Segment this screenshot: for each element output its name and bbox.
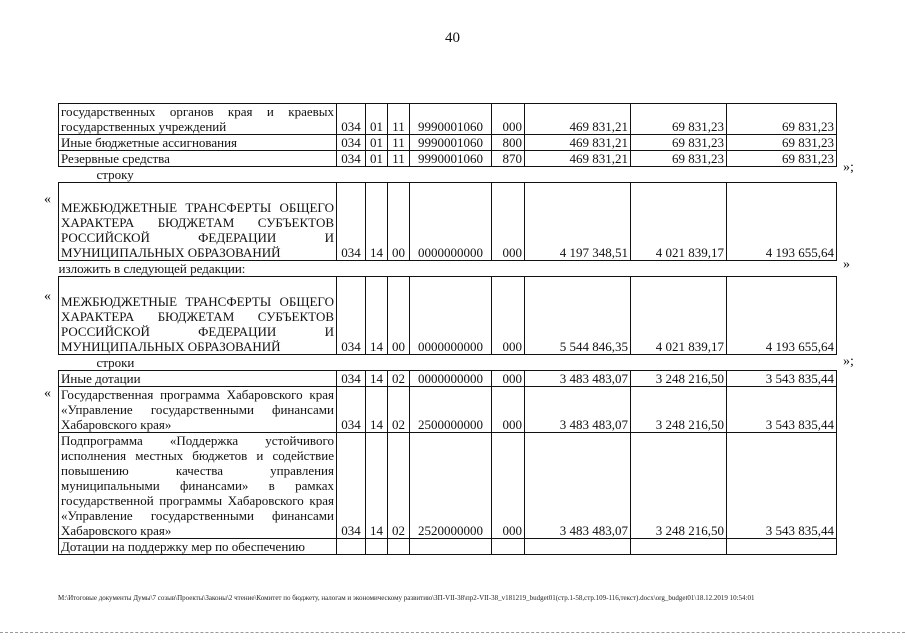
pr-code: 11 [388,135,410,151]
gr-code: 034 [337,277,366,355]
value-2021: 4 193 655,64 [727,277,837,355]
row-name: Иные дотации [59,371,337,387]
csr-code [410,539,492,555]
scan-edge-line [0,632,905,634]
row-name: Государственная программа Хабаровского края «Управление государственными финансами Хабаровского края» [59,387,337,433]
pr-code: 02 [388,371,410,387]
value-2019: 4 197 348,51 [525,183,631,261]
table-row [59,104,837,135]
csr-code: 2500000000 [410,387,492,433]
quote-close-semicolon-2: »; [843,354,854,369]
quote-close-semicolon-1: »; [843,160,854,175]
vr-code: 000 [492,433,525,539]
table-row [59,433,837,539]
page-number: 40 [445,30,460,46]
table-row [59,151,837,167]
value-2019: 5 544 846,35 [525,277,631,355]
gr-code: 034 [337,135,366,151]
vr-code: 000 [492,277,525,355]
quote-open-1: « [44,192,51,207]
value-2019: 469 831,21 [525,104,631,135]
table-row [59,135,837,151]
value-2021 [727,539,837,555]
value-2020: 3 248 216,50 [631,433,727,539]
vr-code: 870 [492,151,525,167]
row-name: Иные бюджетные ассигнования [59,135,337,151]
row-name: Дотации на поддержку мер по обеспечению [59,539,337,555]
value-2021: 3 543 835,44 [727,387,837,433]
table-row [59,539,837,555]
gr-code: 034 [337,183,366,261]
row-name: Резервные средства [59,151,337,167]
value-2019 [525,539,631,555]
value-2020 [631,539,727,555]
text-line: строку [59,167,837,183]
gr-code: 034 [337,371,366,387]
pr-code: 02 [388,433,410,539]
csr-code: 0000000000 [410,371,492,387]
pr-code [388,539,410,555]
csr-code: 9990001060 [410,135,492,151]
gr-code: 034 [337,433,366,539]
pr-code: 00 [388,277,410,355]
table-row [59,387,837,433]
value-2019: 3 483 483,07 [525,433,631,539]
csr-code: 9990001060 [410,151,492,167]
text-line: строки [59,355,837,371]
gr-code [337,539,366,555]
row-name: МЕЖБЮДЖЕТНЫЕ ТРАНСФЕРТЫ ОБЩЕГО ХАРАКТЕРА БЮДЖЕТАМ СУБЪЕКТОВ РОССИЙСКОЙ ФЕДЕРАЦИИ И МУНИЦИПАЛЬНЫХ ОБРАЗОВАНИЙ [59,183,337,261]
value-2020: 69 831,23 [631,104,727,135]
value-2020: 4 021 839,17 [631,183,727,261]
vr-code: 000 [492,371,525,387]
quote-open-2: « [44,289,51,304]
pr-code: 11 [388,104,410,135]
text-line-row [59,261,837,277]
csr-code: 9990001060 [410,104,492,135]
footer-file-path: M:\Итоговые документы Думы\7 созыв\Проекты\Законы\2 чтение\Комитет по бюджету, налогам и экономическому развитию\ЗП-VII-38\пр2-VII-38_v181219_budget01(стр.1-58,стр.109-116,текст).docx\org_budget01\18.12.2019 10:54:01 [58,594,755,602]
value-2021: 69 831,23 [727,104,837,135]
row-name: МЕЖБЮДЖЕТНЫЕ ТРАНСФЕРТЫ ОБЩЕГО ХАРАКТЕРА БЮДЖЕТАМ СУБЪЕКТОВ РОССИЙСКОЙ ФЕДЕРАЦИИ И МУНИЦИПАЛЬНЫХ ОБРАЗОВАНИЙ [59,277,337,355]
value-2021: 3 543 835,44 [727,433,837,539]
row-name: государственных органов края и краевых государственных учреждений [59,104,337,135]
value-2020: 69 831,23 [631,151,727,167]
vr-code: 800 [492,135,525,151]
vr-code: 000 [492,104,525,135]
pr-code: 11 [388,151,410,167]
value-2021: 69 831,23 [727,151,837,167]
table-row [59,371,837,387]
rz-code: 01 [366,151,388,167]
text-line-row [59,355,837,371]
rz-code: 01 [366,135,388,151]
budget-table [58,103,837,555]
gr-code: 034 [337,104,366,135]
text-line: изложить в следующей редакции: [59,261,837,277]
rz-code: 14 [366,433,388,539]
pr-code: 02 [388,387,410,433]
value-2020: 4 021 839,17 [631,277,727,355]
quote-open-3: « [44,386,51,401]
vr-code [492,539,525,555]
rz-code: 14 [366,371,388,387]
vr-code: 000 [492,183,525,261]
quote-close-1: » [843,257,850,272]
vr-code: 000 [492,387,525,433]
table-row [59,183,837,261]
value-2019: 3 483 483,07 [525,371,631,387]
value-2019: 469 831,21 [525,151,631,167]
csr-code: 2520000000 [410,433,492,539]
pr-code: 00 [388,183,410,261]
value-2019: 469 831,21 [525,135,631,151]
value-2021: 69 831,23 [727,135,837,151]
row-name: Подпрограмма «Поддержка устойчивого исполнения местных бюджетов и содействие повышению качества управления муниципальными финансами» в рамках государственной программы Хабаровского края «Управление государственными финансами Хабаровского края» [59,433,337,539]
value-2020: 69 831,23 [631,135,727,151]
value-2021: 4 193 655,64 [727,183,837,261]
gr-code: 034 [337,151,366,167]
value-2019: 3 483 483,07 [525,387,631,433]
rz-code [366,539,388,555]
value-2020: 3 248 216,50 [631,371,727,387]
value-2021: 3 543 835,44 [727,371,837,387]
gr-code: 034 [337,387,366,433]
rz-code: 14 [366,183,388,261]
value-2020: 3 248 216,50 [631,387,727,433]
rz-code: 14 [366,387,388,433]
csr-code: 0000000000 [410,277,492,355]
rz-code: 14 [366,277,388,355]
text-line-row [59,167,837,183]
csr-code: 0000000000 [410,183,492,261]
table-row [59,277,837,355]
rz-code: 01 [366,104,388,135]
